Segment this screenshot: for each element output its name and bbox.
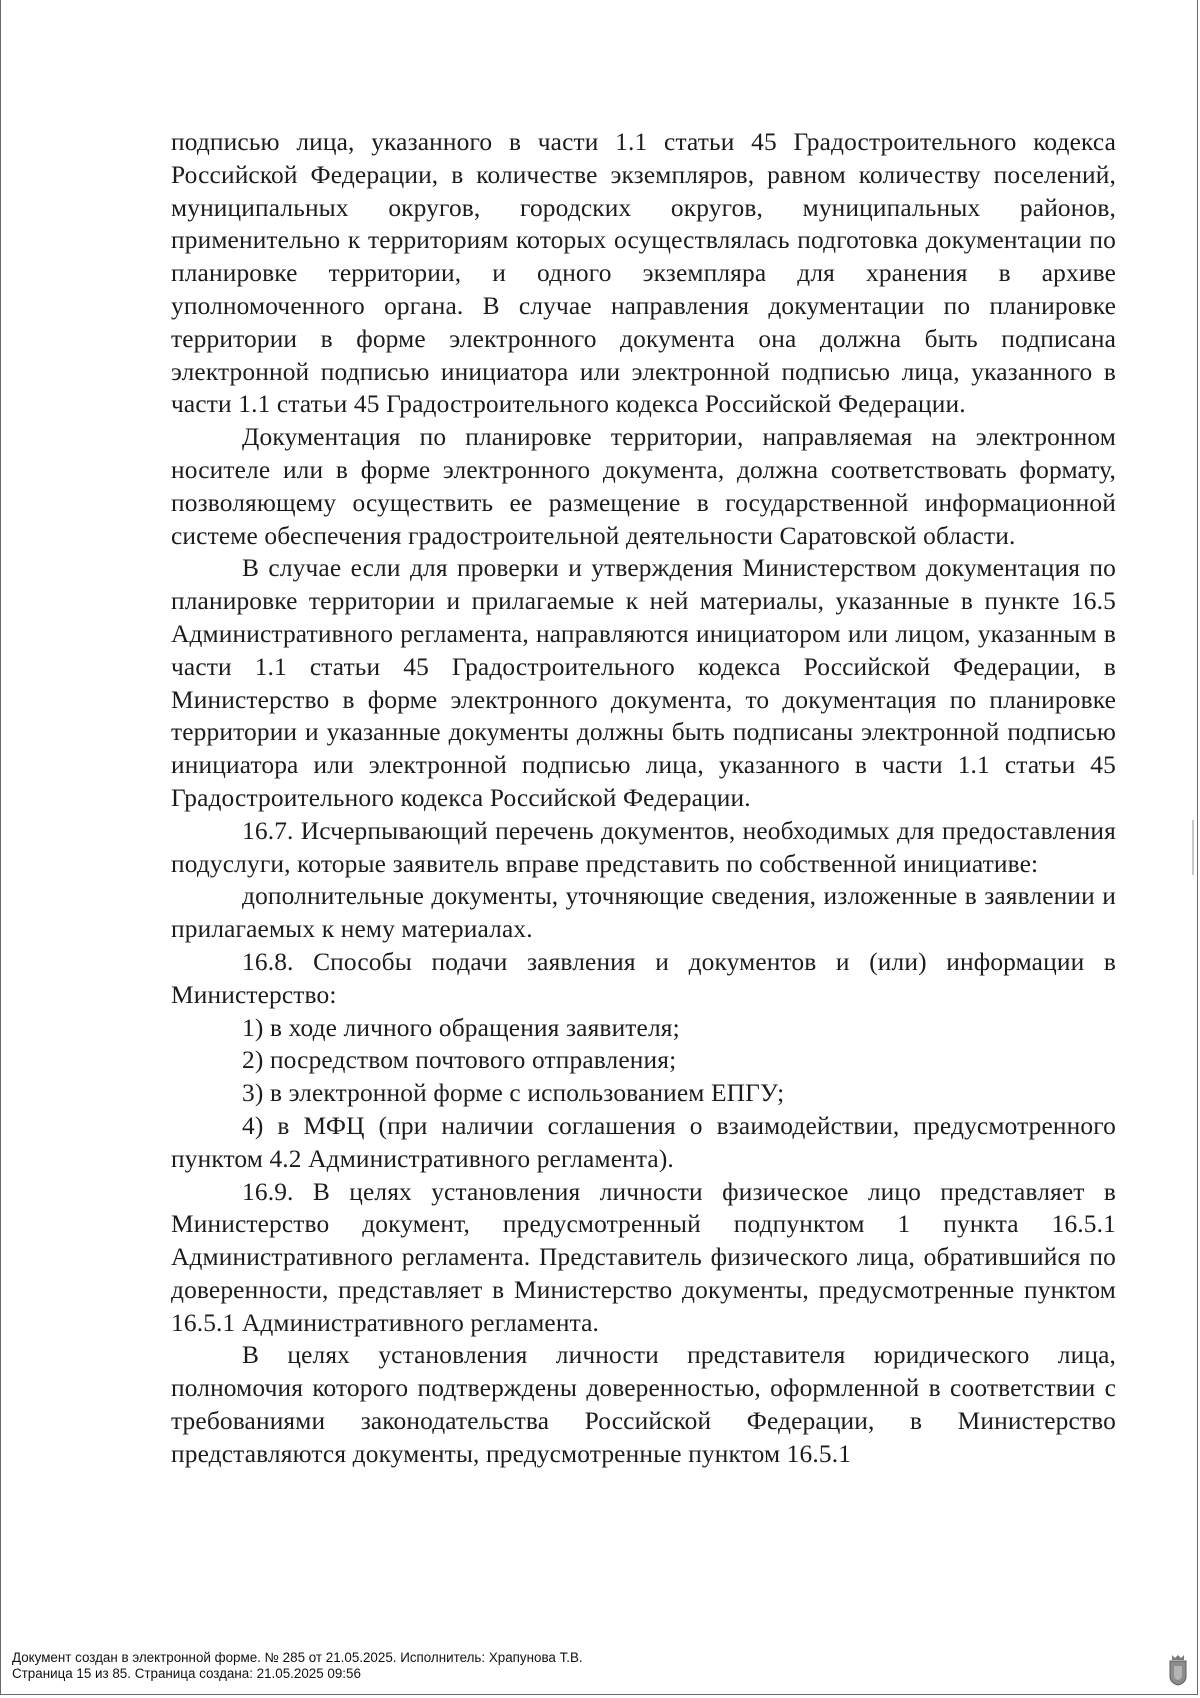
scan-artifact	[1192, 820, 1194, 875]
list-item: 4) в МФЦ (при наличии соглашения о взаимодействии, предусмотренного пунктом 4.2 Административного регламента).	[171, 1111, 1116, 1173]
footer-document-info: Документ создан в электронной форме. № 285 от 21.05.2025. Исполнитель: Храпунова Т.В.	[12, 1650, 583, 1665]
paragraph: В целях установления личности представителя юридического лица, полномочия которого подтверждены доверенностью, оформленной в соответствии с требованиями законодательства Российской Федерации, в Министерство представляются документы, предусмотренные пунктом 16.5.1	[171, 1341, 1116, 1468]
paragraph: дополнительные документы, уточняющие сведения, изложенные в заявлении и прилагаемых к нему материалах.	[171, 882, 1116, 944]
list-item: 3) в электронной форме с использованием ЕПГУ;	[242, 1079, 785, 1108]
paragraph: 16.8. Способы подачи заявления и документов и (или) информации в Министерство:	[171, 947, 1116, 1009]
document-body	[171, 126, 1116, 1471]
list-item: 1) в ходе личного обращения заявителя;	[242, 1013, 680, 1042]
paragraph: 16.9. В целях установления личности физическое лицо представляет в Министерство документ, предусмотренный подпунктом 1 пункта 16.5.1 Административного регламента. Представитель физического лица, обратившийся по доверенности, представляет в Министерство документы, предусмотренные пунктом 16.5.1 Административного регламента.	[171, 1177, 1116, 1337]
coat-of-arms-icon	[1168, 1654, 1188, 1686]
paragraph: подписью лица, указанного в части 1.1 статьи 45 Градостроительного кодекса Российской Федерации, в количестве экземпляров, равном количеству поселений, муниципальных округов, городских округов, муниципальных районов, применительно к территориям которых осуществлялась подготовка документации по планировке территории, и одного экземпляра для хранения в архиве уполномоченного органа. В случае направления документации по планировке территории в форме электронного документа она должна быть подписана электронной подписью инициатора или электронной подписью лица, указанного в части 1.1 статьи 45 Градостроительного кодекса Российской Федерации.	[171, 128, 1116, 419]
document-footer	[12, 1650, 583, 1681]
paragraph: 16.7. Исчерпывающий перечень документов, необходимых для предоставления подуслуги, которые заявитель вправе представить по собственной инициативе:	[171, 816, 1116, 878]
list-item: 2) посредством почтового отправления;	[242, 1046, 677, 1075]
paragraph: Документация по планировке территории, направляемая на электронном носителе или в форме электронного документа, должна соответствовать формату, позволяющему осуществить ее размещение в государственной информационной системе обеспечения градостроительной деятельности Саратовской области.	[171, 423, 1116, 550]
footer-page-info: Страница 15 из 85. Страница создана: 21.05.2025 09:56	[12, 1665, 361, 1681]
paragraph: В случае если для проверки и утверждения Министерством документация по планировке территории и прилагаемые к ней материалы, указанные в пункте 16.5 Административного регламента, направляются инициатором или лицом, указанным в части 1.1 статьи 45 Градостроительного кодекса Российской Федерации, в Министерство в форме электронного документа, то документация по планировке территории и указанные документы должны быть подписаны электронной подписью инициатора или электронной подписью лица, указанного в части 1.1 статьи 45 Градостроительного кодекса Российской Федерации.	[171, 554, 1116, 812]
